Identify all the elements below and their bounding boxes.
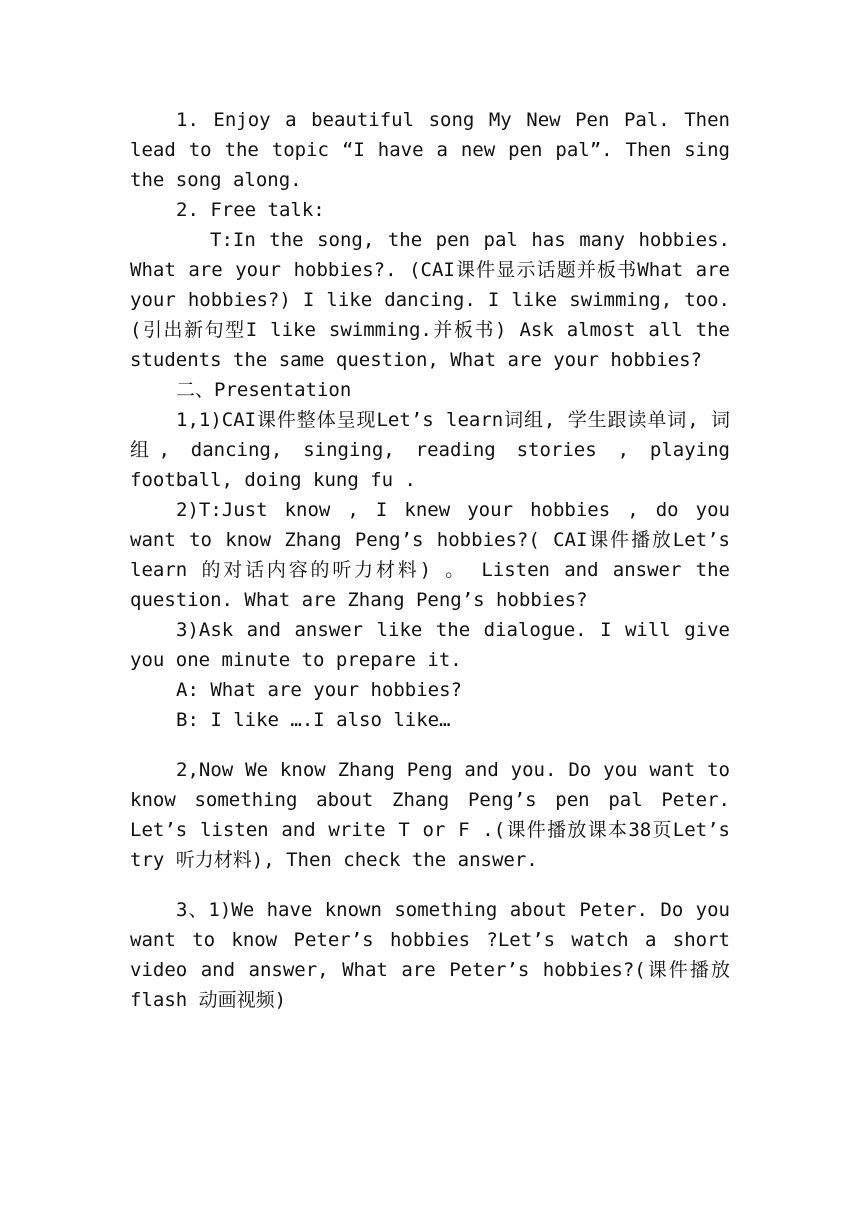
paragraph-free-talk-heading: 2. Free talk: — [176, 199, 325, 221]
dialogue-line-b: B: I like ….I also like… — [176, 709, 451, 731]
paragraph-ask-and-answer: 3)Ask and answer like the dialogue. I will give you one minute to prepare it. — [130, 619, 730, 671]
section-heading-presentation: 二、Presentation — [176, 379, 352, 401]
paragraph-listen-write: 2,Now We know Zhang Peng and you. Do you want to know something about Zhang Peng’s pen pal Peter. Let’s listen and write T or F .(课件播放课本38页Let’s try 听力材料), Then check the answer. — [130, 759, 730, 871]
paragraph-free-talk-content: T:In the song, the pen pal has many hobbies. What are your hobbies?. (CAI课件显示话题并板书What are your hobbies?) I like dancing. I like swimming, too. (引出新句型I like swimming.并板书) Ask almost all the students the same question, What are your hobbies? — [130, 229, 730, 371]
paragraph-song-intro: 1. Enjoy a beautiful song My New Pen Pal. Then lead to the topic “I have a new pen pal”. Then sing the song along. — [130, 109, 730, 191]
paragraph-gap — [130, 735, 730, 755]
paragraph-zhang-peng-hobbies: 2)T:Just know , I knew your hobbies , do you want to know Zhang Peng’s hobbies?( CAI课件播放Let’s learn 的对话内容的听力材料) 。 Listen and answer the question. What are Zhang Peng’s hobbies? — [130, 499, 730, 611]
paragraph-peter-video: 3、1)We have known something about Peter. Do you want to know Peter’s hobbies ?Let’s watch a short video and answer, What are Peter’s hobbies?(课件播放flash 动画视频) — [130, 899, 730, 1011]
document-body — [130, 105, 730, 1015]
paragraph-gap — [130, 875, 730, 895]
paragraph-lets-learn: 1,1)CAI课件整体呈现Let’s learn词组, 学生跟读单词, 词组, dancing, singing, reading stories , playing football, doing kung fu . — [130, 409, 730, 491]
dialogue-line-a: A: What are your hobbies? — [176, 679, 462, 701]
